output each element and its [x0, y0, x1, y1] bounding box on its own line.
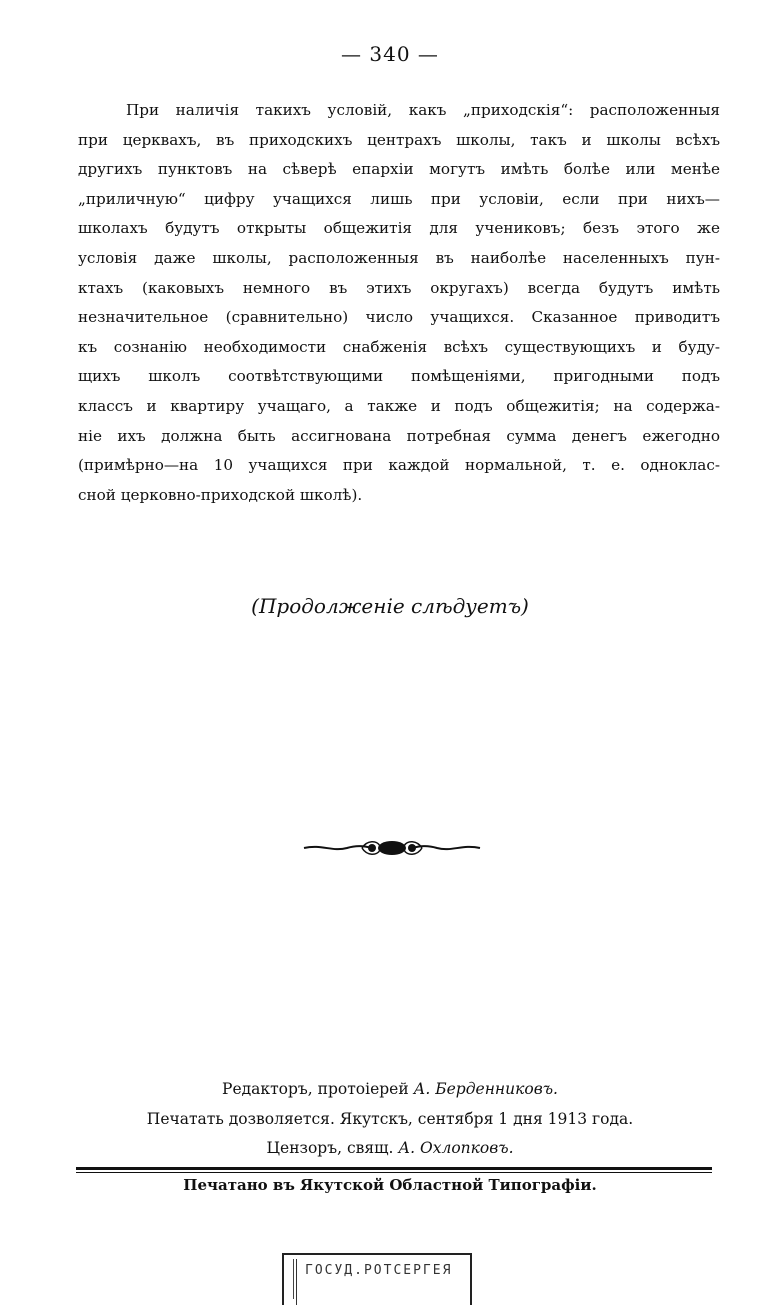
body-paragraph	[78, 96, 720, 510]
continued-note: (Продолженіе слѣдуетъ)	[251, 594, 529, 618]
text-line: сной церковно-приходской школѣ).	[78, 485, 363, 504]
text-line: щихъ школъ соотвѣтствующими помѣщеніями, пригодными подъ	[78, 367, 720, 386]
stamp-side-bar	[285, 1259, 294, 1299]
library-stamp	[282, 1253, 472, 1305]
text-line: незначительное (сравнительно) число учащихся. Сказанное приводитъ	[78, 308, 720, 327]
divider-thick	[76, 1167, 712, 1170]
text-line: при церквахъ, въ приходскихъ центрахъ школы, такъ и школы всѣхъ	[78, 130, 720, 149]
fleuron-ornament-icon	[302, 836, 482, 860]
divider-thin	[76, 1172, 712, 1173]
permission-line: Печатать дозволяется. Якутскъ, сентября 1 дня 1913 года.	[146, 1110, 634, 1128]
page-number: — 340 —	[341, 42, 439, 66]
text-line: При наличія такихъ условій, какъ „приходскія“: расположенныя	[126, 101, 720, 119]
stamp-inner-frame	[296, 1259, 463, 1305]
editor-label: Редакторъ, протоіерей	[222, 1080, 409, 1098]
text-line: ніе ихъ должна быть ассигнована потребная сумма денегъ ежегодно	[78, 426, 720, 445]
text-line: другихъ пунктовъ на сѣверѣ епархіи могутъ имѣть болѣе или менѣе	[78, 160, 720, 179]
censor-name: А. Охлопковъ.	[398, 1139, 514, 1157]
censor-line	[0, 1139, 780, 1157]
text-line: условія даже школы, расположенныя въ наиболѣе населенныхъ пун-	[78, 248, 720, 267]
text-line: (примѣрно—на 10 учащихся при каждой нормальной, т. е. одноклас-	[78, 456, 720, 475]
text-line: ктахъ (каковыхъ немного въ этихъ округахъ) всегда будутъ имѣть	[78, 278, 720, 297]
text-line: „приличную“ цифру учащихся лишь при условіи, если при нихъ—	[78, 189, 720, 208]
text-line: къ сознанію необходимости снабженія всѣхъ существующихъ и буду-	[78, 337, 720, 356]
text-line: школахъ будутъ открыты общежитія для учениковъ; безъ этого же	[78, 219, 720, 238]
editor-name: А. Берденниковъ.	[413, 1080, 558, 1098]
stamp-text: ГОСУД.РОТСЕРГЕЯ	[305, 1263, 453, 1278]
printer-line: Печатано въ Якутской Областной Типографіи.	[183, 1176, 597, 1194]
editor-line	[0, 1080, 780, 1098]
text-line: классъ и квартиру учащаго, а также и подъ общежитія; на содержа-	[78, 396, 720, 415]
censor-label: Цензоръ, свящ.	[266, 1139, 394, 1157]
